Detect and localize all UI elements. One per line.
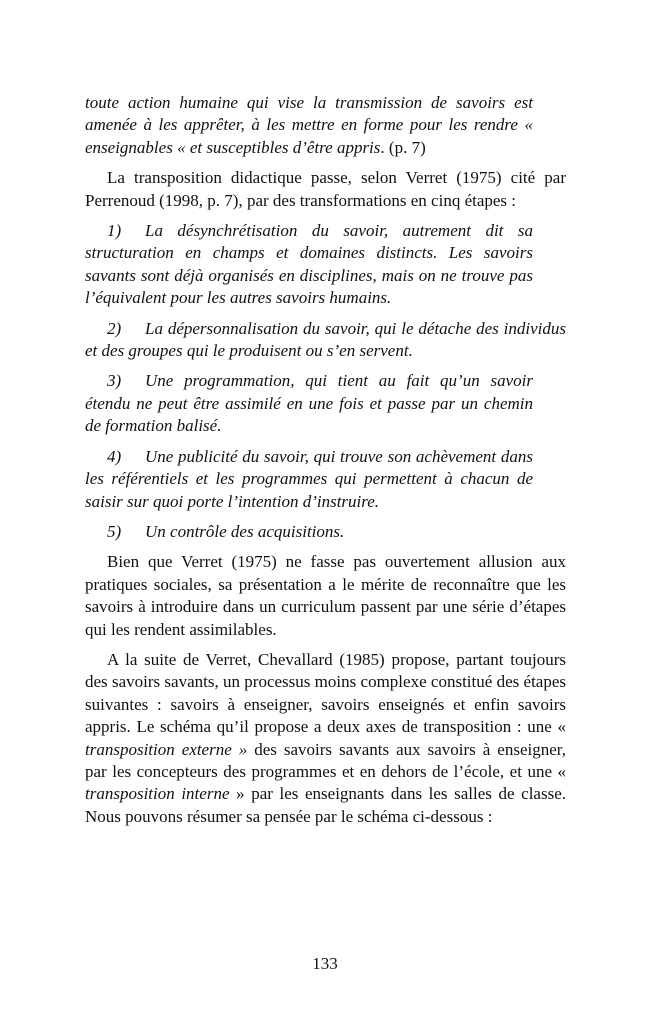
step-number: 2) bbox=[107, 318, 122, 338]
step-text: Une publicité du savoir, qui trouve son achèvement dans les référentiels et les programmes qui permettent à chacun de saisir sur quoi porte l’intention d’instruire. bbox=[85, 446, 533, 511]
step-1 bbox=[85, 220, 533, 310]
opening-quote-citation: . (p. 7) bbox=[380, 137, 426, 157]
chevallard-text-2: des savoirs savants aux savoirs à enseigner, par les concepteurs des programmes et en dehors de l’école, et une « bbox=[85, 739, 567, 781]
paragraph-verret-summary: Bien que Verret (1975) ne fasse pas ouvertement allusion aux pratiques sociales, sa présentation a le mérite de reconnaître que les savoirs à introduire dans un curriculum passent par une série d’étapes qui les rendent assimilables. bbox=[85, 552, 566, 639]
step-text: Une programmation, qui tient au fait qu’un savoir étendu ne peut être assimilé en une fois et passe par un chemin de formation balisé. bbox=[85, 371, 533, 436]
page-number: 133 bbox=[312, 954, 338, 973]
step-text: La désynchrétisation du savoir, autrement dit sa structuration en champs et domaines distincts. Les savoirs savants sont déjà organisés en disciplines, mais on ne trouve pas l’équivalent pour les autres savoirs humains. bbox=[85, 221, 533, 308]
step-4 bbox=[85, 446, 533, 513]
step-number: 4) bbox=[107, 446, 122, 466]
step-2 bbox=[85, 318, 566, 363]
chevallard-text-3: » par les enseignants dans les salles de classe. Nous pouvons résumer sa pensée par le schéma ci-dessous : bbox=[85, 784, 566, 826]
step-3 bbox=[85, 370, 533, 437]
external-transposition-term: transposition externe » bbox=[85, 739, 248, 759]
paragraph-transposition-steps: La transposition didactique passe, selon Verret (1975) cité par Perrenoud (1998, p. 7), par des transformations en cinq étapes : bbox=[85, 168, 566, 210]
internal-transposition-term: transposition interne bbox=[85, 784, 230, 804]
step-5 bbox=[85, 521, 533, 543]
page-text-column bbox=[85, 92, 566, 836]
paragraph-chevallard bbox=[85, 649, 566, 828]
chevallard-text-1: A la suite de Verret, Chevallard (1985) propose, partant toujours des savoirs savants, un processus moins complexe constitué des étapes suivantes : savoirs à enseigner, savoirs enseignés et enfin savoirs appris. Le schéma qu’il propose a deux axes de transposition : une « bbox=[85, 649, 566, 737]
opening-quote-text: toute action humaine qui vise la transmission de savoirs est amenée à les apprêter, à les mettre en forme pour les rendre « enseignables « et susceptibles d’être appris bbox=[85, 93, 533, 157]
opening-quote bbox=[85, 92, 533, 159]
step-number: 5) bbox=[107, 521, 122, 541]
step-text: Un contrôle des acquisitions. bbox=[145, 521, 345, 541]
step-text: La dépersonnalisation du savoir, qui le détache des individus et des groupes qui le produisent ou s’en servent. bbox=[85, 318, 566, 361]
step-number: 3) bbox=[107, 371, 122, 391]
step-number: 1) bbox=[107, 221, 122, 241]
